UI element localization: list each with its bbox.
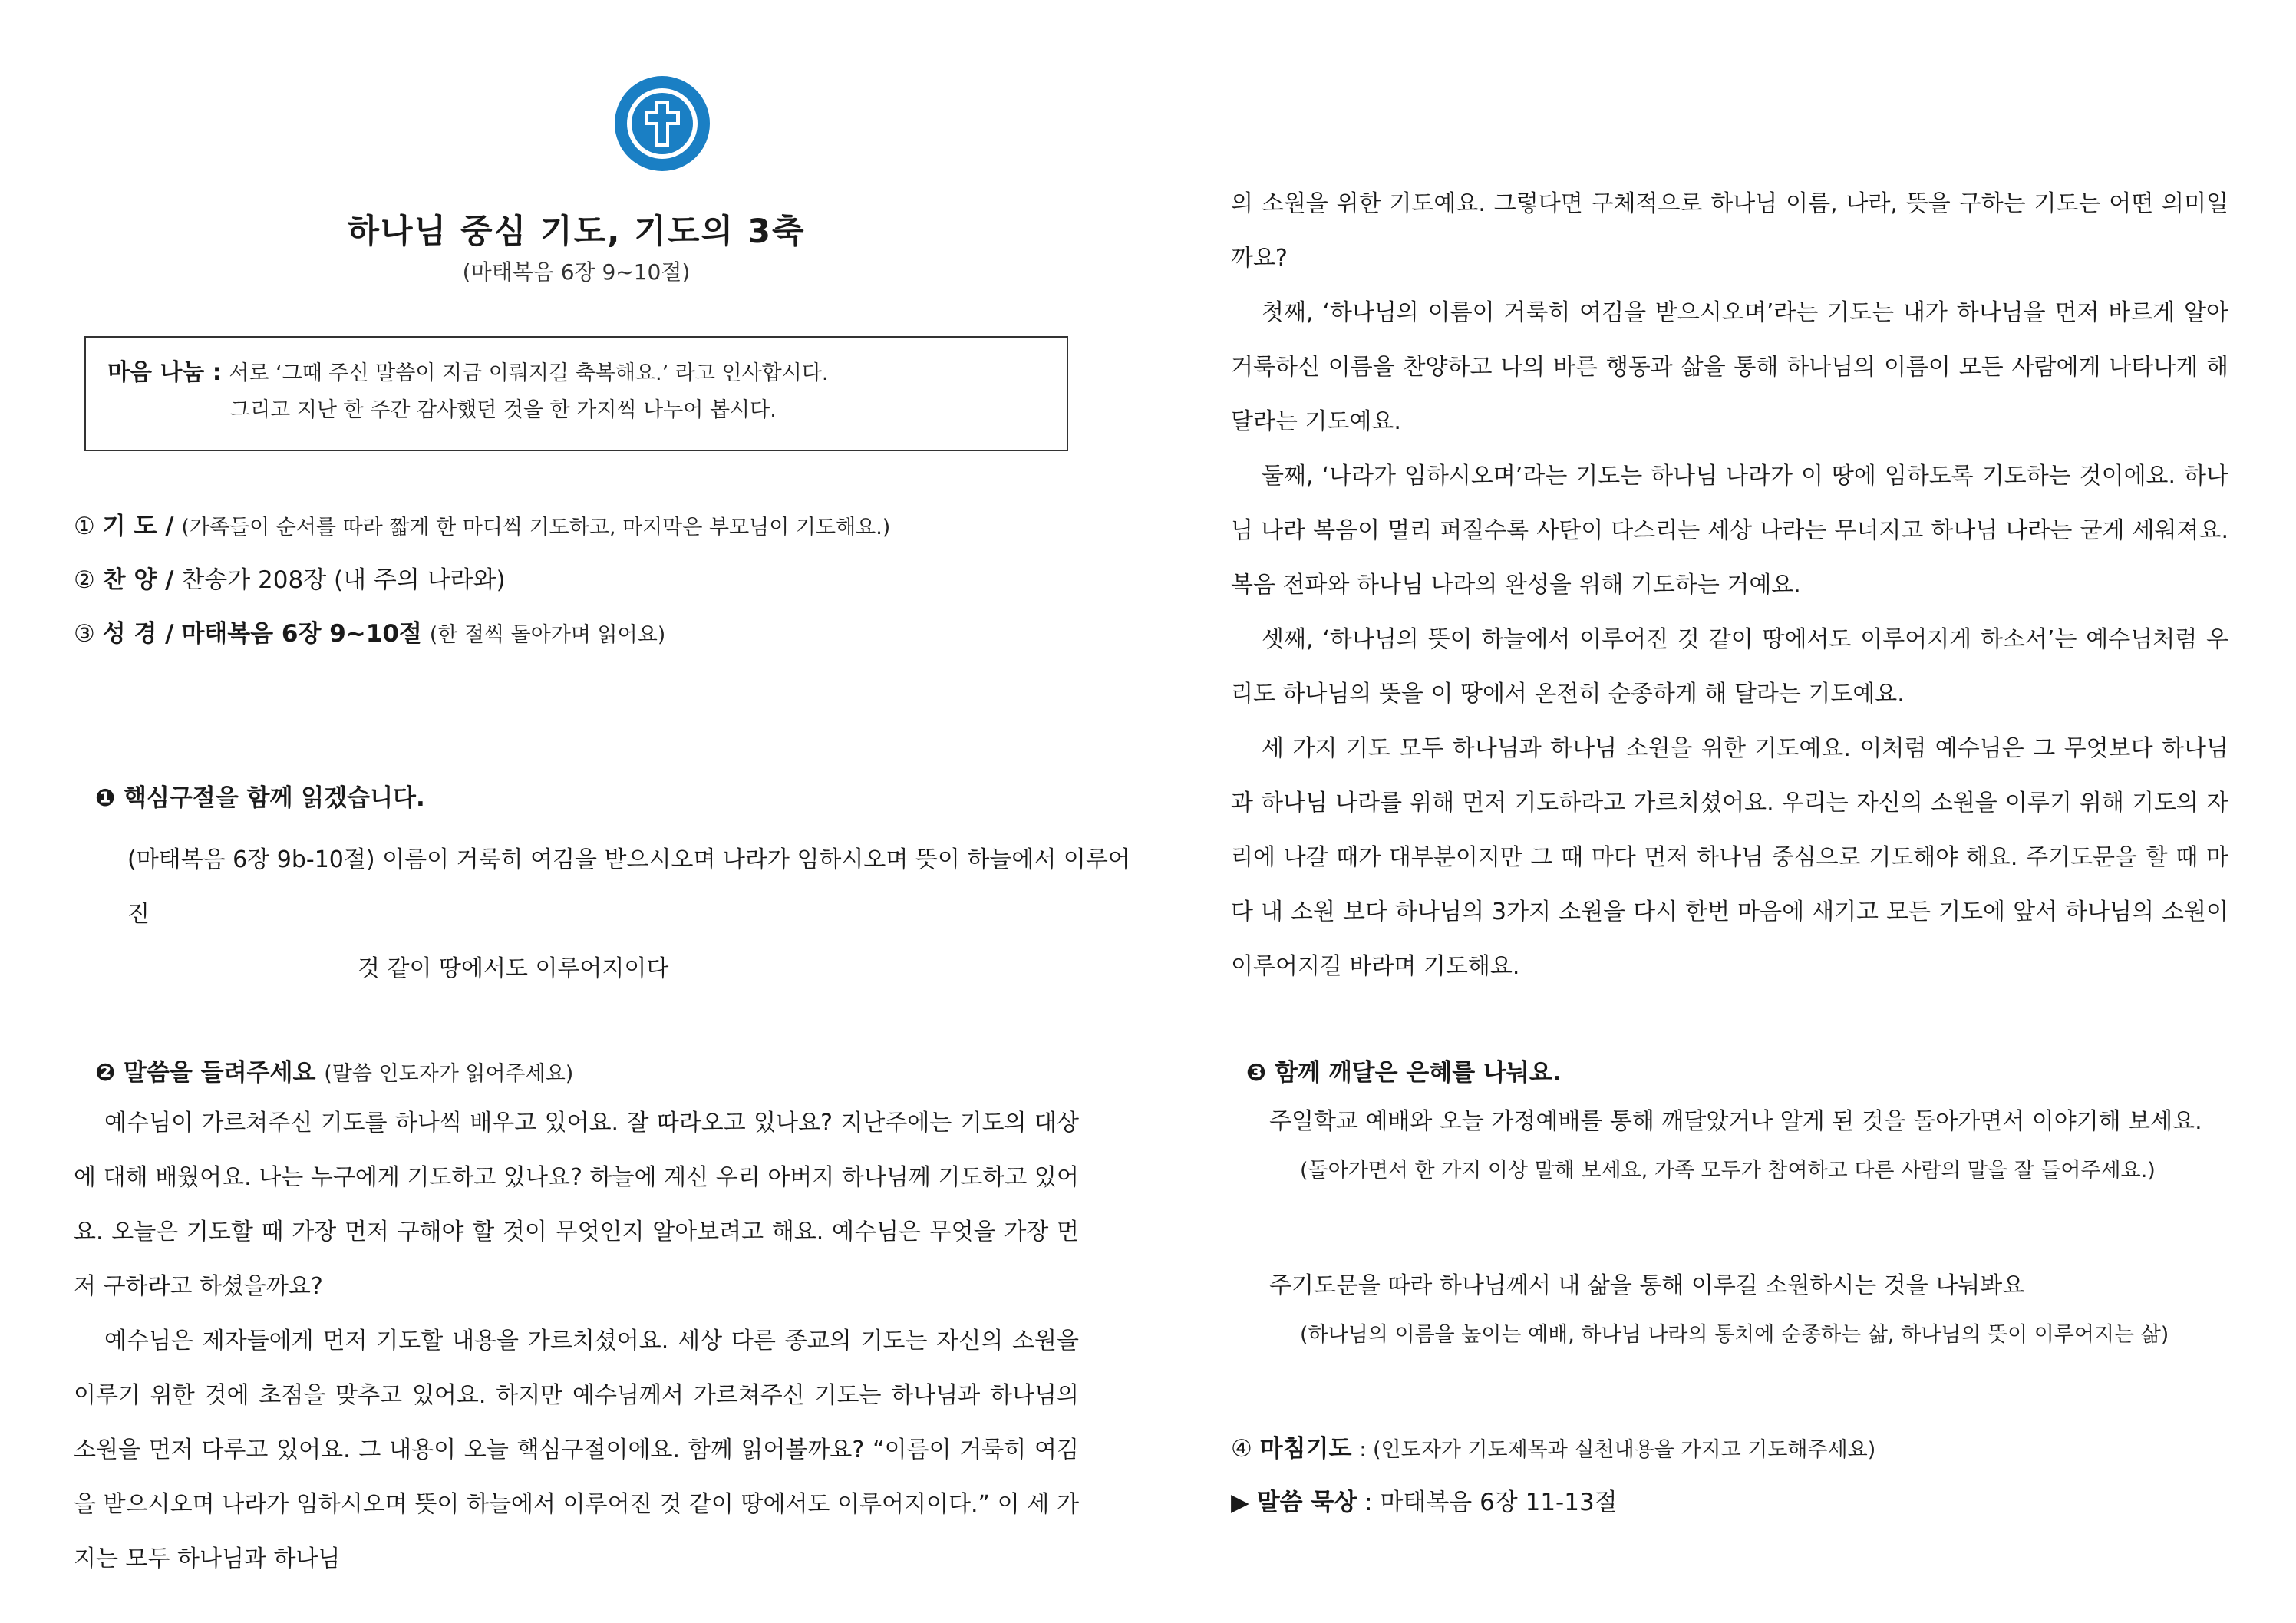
order-bold-text: 마태복음 6장 9~10절	[181, 620, 422, 648]
order-label: 찬 양 /	[102, 566, 174, 594]
key-verse-line-1: (마태복음 6장 9b-10절) 이름이 거룩히 여김을 받으시오며 나라가 임하시오며 뜻이 하늘에서 이루어진	[127, 846, 1130, 928]
section-1-heading: ❶ 핵심구절을 함께 읽겠습니다.	[95, 784, 425, 812]
scripture-meditation	[1231, 1486, 1618, 1519]
section-3-heading: ❸ 함께 깨달은 은혜를 나눠요.	[1246, 1059, 1562, 1087]
meditation-label: 말씀 묵상	[1256, 1489, 1357, 1516]
sermon-continuation: 의 소원을 위한 기도예요. 그렇다면 구체적으로 하나님 이름, 나라, 뜻을 구하는 기도는 어떤 의미일까요?	[1231, 190, 2228, 272]
meditation-text: : 마태복음 6장 11-13절	[1364, 1489, 1618, 1516]
section-2-heading-text: ❷ 말씀을 들려주세요	[95, 1059, 316, 1087]
discussion-question-2	[1269, 1269, 2228, 1352]
sermon-text-left	[74, 1096, 1079, 1586]
church-cross-seal-icon	[612, 74, 712, 173]
order-label: 성 경 /	[102, 620, 174, 648]
section-2-heading	[95, 1053, 573, 1087]
sharing-text-2: 그리고 지난 한 주간 감사했던 것을 한 가지씩 나누어 봅시다.	[230, 398, 777, 422]
page-subtitle: (마태복음 6장 9~10절)	[462, 259, 691, 285]
order-num: ②	[74, 566, 95, 594]
sermon-para-second: 둘째, ‘나라가 임하시오며’라는 기도는 하나님 나라가 이 땅에 임하도록 기도하는 것이에요. 하나님 나라 복음이 멀리 퍼질수록 사탄이 다스리는 세상 나라는 무너지고 하나님 나라는 굳게 세워져요. 복음 전파와 하나님 나라의 완성을 위해 기도하는 거예요.	[1231, 463, 2228, 599]
order-label: 기 도 /	[102, 513, 174, 540]
key-verse	[127, 833, 1148, 996]
order-item-scripture	[74, 617, 665, 652]
sermon-para-first: 첫째, ‘하나님의 이름이 거룩히 여김을 받으시오며’라는 기도는 내가 하나님을 먼저 바르게 알아 거룩하신 이름을 찬양하고 나의 바른 행동과 삶을 통해 하나님의 이름이 모든 사람에게 나타나게 해 달라는 기도예요.	[1231, 299, 2228, 435]
order-text: (가족들이 순서를 따라 짧게 한 마디씩 기도하고, 마지막은 부모님이 기도해요.)	[181, 516, 891, 539]
closing-prayer-label: 마침기도	[1259, 1435, 1352, 1463]
order-num: ①	[74, 513, 95, 540]
order-item-prayer	[74, 510, 890, 545]
question-1-note: (돌아가면서 한 가지 이상 말해 보세요, 가족 모두가 참여하고 다른 사람의 말을 잘 들어주세요.)	[1300, 1159, 2156, 1183]
meditation-mark-icon: ▶	[1231, 1489, 1249, 1516]
question-2-text: 주기도문을 따라 하나님께서 내 삶을 통해 이루길 소원하시는 것을 나눠봐요	[1269, 1272, 2025, 1299]
sharing-box	[84, 336, 1068, 451]
order-text: (한 절씩 돌아가며 읽어요)	[429, 623, 666, 647]
section-2-heading-note: (말씀 인도자가 읽어주세요)	[324, 1062, 574, 1086]
sharing-label: 마음 나눔 :	[107, 359, 222, 386]
order-item-praise	[74, 563, 506, 597]
sermon-para-2: 예수님은 제자들에게 먼저 기도할 내용을 가르치셨어요. 세상 다른 종교의 기도는 자신의 소원을 이루기 위한 것에 초점을 맞추고 있어요. 하지만 예수님께서 가르쳐주신 기도는 하나님과 하나님의 소원을 먼저 다루고 있어요. 그 내용이 오늘 핵심구절이에요. 함께 읽어볼까요? “이름이 거룩히 여김을 받으시오며 나라가 임하시오며 뜻이 하늘에서 이루어진 것 같이 땅에서도 이루어지이다.” 이 세 가지는 모두 하나님과 하나님	[74, 1328, 1079, 1572]
discussion-question-1	[1269, 1105, 2228, 1188]
sermon-para-summary: 세 가지 기도 모두 하나님과 하나님 소원을 위한 기도예요. 이처럼 예수님은 그 무엇보다 하나님과 하나님 나라를 위해 먼저 기도하라고 가르치셨어요. 우리는 자신의 소원을 이루기 위해 기도의 자리에 나갈 때가 대부분이지만 그 때 마다 먼저 하나님 중심으로 기도해야 해요. 주기도문을 할 때 마다 내 소원 보다 하나님의 3가지 소원을 다시 한번 마음에 새기고 모든 기도에 앞서 하나님의 소원이 이루어지길 바라며 기도해요.	[1231, 735, 2228, 980]
question-1-text: 주일학교 예배와 오늘 가정예배를 통해 깨달았거나 알게 된 것을 돌아가면서 이야기해 보세요.	[1269, 1108, 2202, 1135]
key-verse-line-2: 것 같이 땅에서도 이루어지이다	[358, 955, 669, 982]
closing-prayer-text: : (인도자가 기도제목과 실천내용을 가지고 기도해주세요)	[1359, 1438, 1876, 1462]
closing-prayer-num: ④	[1231, 1435, 1252, 1463]
question-2-note: (하나님의 이름을 높이는 예배, 하나님 나라의 통치에 순종하는 삶, 하나님의 뜻이 이루어지는 삶)	[1300, 1323, 2169, 1347]
closing-prayer	[1231, 1432, 1875, 1467]
page-title: 하나님 중심 기도, 기도의 3축	[347, 213, 806, 251]
sharing-text-1: 서로 ‘그때 주신 말씀이 지금 이뤄지길 축복해요.’ 라고 인사합시다.	[229, 361, 829, 385]
order-num: ③	[74, 620, 95, 648]
order-text: 찬송가 208장 (내 주의 나라와)	[181, 566, 506, 594]
sharing-line-1	[107, 355, 1045, 392]
sermon-para-third: 셋째, ‘하나님의 뜻이 하늘에서 이루어진 것 같이 땅에서도 이루어지게 하소서’는 예수님처럼 우리도 하나님의 뜻을 이 땅에서 온전히 순종하게 해 달라는 기도예요.	[1231, 626, 2228, 708]
sermon-para-1: 예수님이 가르쳐주신 기도를 하나씩 배우고 있어요. 잘 따라오고 있나요? 지난주에는 기도의 대상에 대해 배웠어요. 나는 누구에게 기도하고 있나요? 하늘에 계신 우리 아버지 하나님께 기도하고 있어요. 오늘은 기도할 때 가장 먼저 구해야 할 것이 무엇인지 알아보려고 해요. 예수님은 무엇을 가장 먼저 구하라고 하셨을까요?	[74, 1110, 1079, 1300]
sermon-text-right	[1231, 176, 2228, 994]
